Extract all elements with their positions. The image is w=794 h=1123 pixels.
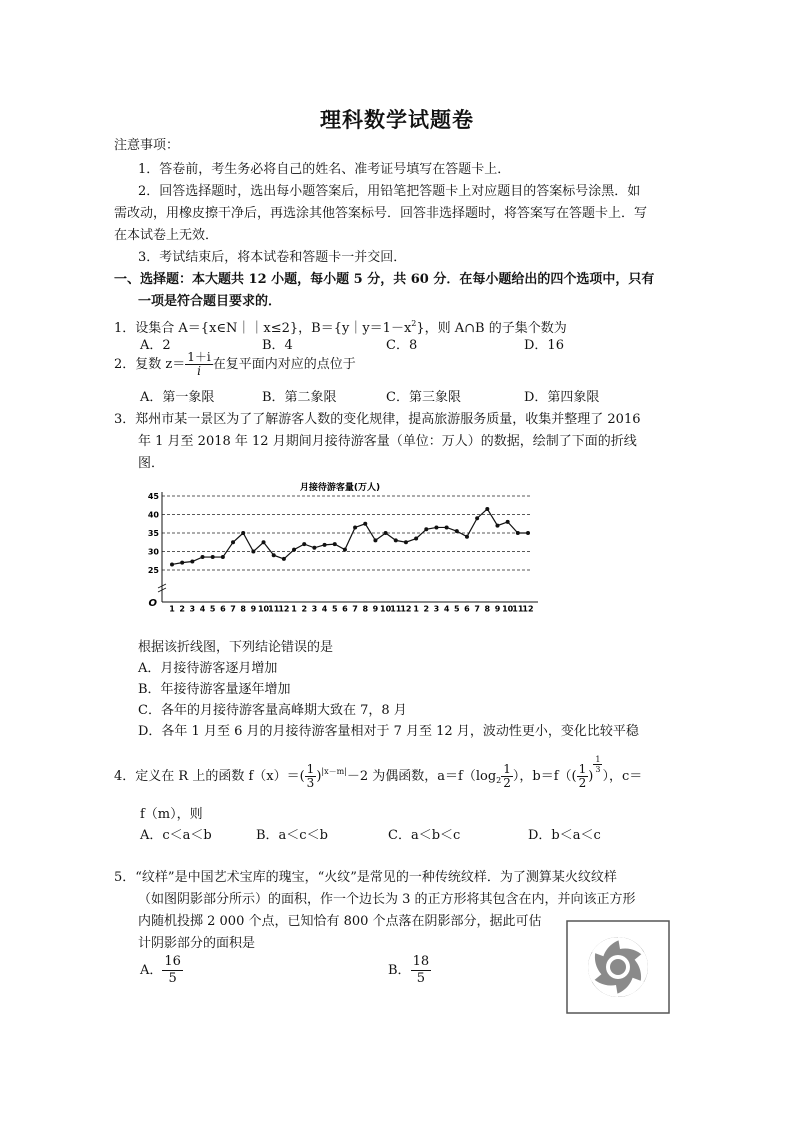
q5-option-b-frac <box>411 954 432 987</box>
data-point <box>526 531 530 535</box>
q2-option-d: D．第四象限 <box>524 390 600 405</box>
question-3-line2: 年 1 月至 2018 年 12 月期间月接待游客量（单位：万人）的数据，绘制了下面的折线 <box>138 434 637 449</box>
q2-option-b: B．第二象限 <box>262 390 337 405</box>
series-line <box>172 509 528 565</box>
q4-frac-2-den: 2 <box>503 776 511 790</box>
q5-option-a-label: A． <box>140 963 163 978</box>
data-point <box>516 531 520 535</box>
data-point <box>190 559 194 563</box>
q2-option-a: A．第一象限 <box>140 390 215 405</box>
notice-item-2: 2．回答选择题时，选出每小题答案后，用铅笔把答题卡上对应题目的答案标号涂黑．如 <box>138 184 641 199</box>
x-tick-label: 4 <box>443 604 450 614</box>
q4-exponent: |x－m| <box>321 767 347 776</box>
q1-option-c: C．8 <box>386 338 418 353</box>
data-point <box>323 543 327 547</box>
notice-heading: 注意事项： <box>114 138 180 153</box>
q2-option-c: C．第三象限 <box>386 390 461 405</box>
x-tick-label: 8 <box>240 604 246 614</box>
x-tick-label: 10 <box>502 604 514 614</box>
x-tick-label: 7 <box>352 604 358 614</box>
x-tick-label: 9 <box>494 604 501 614</box>
x-tick-label: 5 <box>331 604 338 614</box>
q1-stem-sup: 2 <box>411 319 417 328</box>
section-heading-cont: 一项是符合题目要求的． <box>138 294 282 309</box>
x-tick-label: 9 <box>372 604 379 614</box>
visitor-line-chart <box>140 478 550 616</box>
y-tick-label: 25 <box>147 566 159 575</box>
q4-log-base: 2 <box>496 776 502 785</box>
notice-item-2-cont: 需改动，用橡皮擦干净后，再选涂其他答案标号．回答非选择题时，将答案写在答题卡上．写 <box>114 206 648 221</box>
question-4-line2: f（m），则 <box>140 807 203 822</box>
data-point <box>373 538 377 542</box>
origin-label: O <box>148 598 157 609</box>
q1-option-d: D．16 <box>524 338 564 353</box>
x-tick-label: 12 <box>522 604 534 614</box>
x-tick-label: 3 <box>189 604 196 614</box>
x-tick-label: 11 <box>268 604 280 614</box>
data-point <box>211 555 215 559</box>
q5-option-a-den: 5 <box>168 971 177 986</box>
question-5-line2: （如图阴影部分所示）的面积，作一个边长为 3 的正方形将其包含在内，并向该正方形 <box>138 892 636 907</box>
x-tick-label: 6 <box>220 604 226 614</box>
chart-series-line <box>172 509 528 565</box>
q5-option-a <box>140 952 183 990</box>
x-tick-label: 12 <box>278 604 290 614</box>
section-heading: 一、选择题：本大题共 12 小题，每小题 5 分，共 60 分．在每小题给出的四个选项中，只有 <box>114 272 655 287</box>
x-tick-label: 2 <box>301 604 308 614</box>
x-tick-label: 12 <box>400 604 412 614</box>
q5-option-b-label: B． <box>388 963 411 978</box>
data-point <box>241 531 245 535</box>
chart-points <box>170 507 530 567</box>
q4-stem-c: ），b＝f（( <box>512 769 577 784</box>
data-point <box>343 548 347 552</box>
data-point <box>333 542 337 546</box>
data-point <box>312 546 316 550</box>
data-point <box>495 524 499 528</box>
q5-option-b-num: 18 <box>412 954 430 969</box>
x-tick-label: 8 <box>484 604 491 614</box>
x-tick-label: 1 <box>413 604 419 614</box>
q4-frac-2 <box>501 763 513 790</box>
data-point <box>170 562 174 566</box>
q1-option-a: A．2 <box>140 338 171 353</box>
data-point <box>262 540 266 544</box>
data-point <box>353 525 357 529</box>
q2-frac-den: i <box>197 364 201 378</box>
data-point <box>475 516 479 520</box>
fire-pattern-figure <box>566 920 670 1014</box>
data-point <box>251 550 255 554</box>
data-point <box>363 522 367 526</box>
q4-exp-frac-num: 1 <box>595 755 601 764</box>
q4-frac-1 <box>305 763 317 790</box>
data-point <box>455 529 459 533</box>
x-tick-label: 8 <box>362 604 369 614</box>
q5-option-a-num: 16 <box>164 954 181 969</box>
q1-option-b: B．4 <box>262 338 293 353</box>
question-3-line3: 图． <box>138 456 165 471</box>
x-tick-label: 6 <box>464 604 470 614</box>
data-point <box>302 542 306 546</box>
question-4-stem: 4．定义在 R 上的函数 f（x）＝( $\frac{1}{3}$ )$^{|x-m|}$－2 为偶函数，$a=f(\log_2$ $\frac{1}{2}$ ），b＝f（( $\frac{1}{2}$ ) $\frac{1}{3}$ ），c＝ <box>114 755 643 790</box>
chart-title: 月接待游客量(万人) <box>299 483 381 493</box>
q4-frac-1-num: 1 <box>306 762 315 776</box>
question-3-prompt: 根据该折线图，下列结论错误的是 <box>138 640 334 655</box>
data-point <box>272 553 276 557</box>
page-title: 理科数学试题卷 <box>320 107 474 132</box>
data-point <box>434 525 438 529</box>
q4-option-b: B．a＜c＜b <box>256 828 328 843</box>
x-tick-label: 11 <box>390 604 402 614</box>
data-point <box>394 538 398 542</box>
x-tick-label: 7 <box>474 604 480 614</box>
q5-option-b-den: 5 <box>416 971 425 986</box>
question-5-line3: 内随机投掷 2 000 个点，已知恰有 800 个点落在阴影部分，据此可估 <box>138 914 542 929</box>
x-tick-label: 10 <box>380 604 392 614</box>
data-point <box>506 520 510 524</box>
q3-option-a: A．月接待游客逐月增加 <box>138 661 278 676</box>
q2-fraction <box>185 351 212 378</box>
x-tick-label: 1 <box>169 604 175 614</box>
notice-item-2-cont2: 在本试卷上无效． <box>114 228 219 243</box>
q4-frac-1-den: 3 <box>306 776 315 790</box>
x-tick-label: 4 <box>321 604 328 614</box>
q4-frac-3 <box>577 763 589 790</box>
y-tick-label: 35 <box>147 529 159 538</box>
data-point <box>404 540 408 544</box>
chart-grid <box>162 496 532 570</box>
q4-frac-3-den: 2 <box>578 776 587 790</box>
x-tick-label: 4 <box>199 604 206 614</box>
q4-frac-2-num: 1 <box>503 762 511 776</box>
x-tick-label: 9 <box>250 604 257 614</box>
question-5-line4: 计阴影部分的面积是 <box>138 936 256 951</box>
x-tick-label: 11 <box>512 604 524 614</box>
y-tick-label: 45 <box>147 492 159 501</box>
chart-axes <box>158 492 538 602</box>
q4-frac-3-num: 1 <box>578 762 587 776</box>
question-1-stem <box>114 314 567 339</box>
q4-stem-a: 4．定义在 R 上的函数 f（x）＝( <box>114 769 305 784</box>
q4-option-a: A．c＜a＜b <box>140 828 212 843</box>
data-point <box>231 540 235 544</box>
q3-option-c: C．各年的月接待游客量高峰期大致在 7，8 月 <box>138 703 407 718</box>
data-point <box>465 535 469 539</box>
data-point <box>282 557 286 561</box>
data-point <box>292 548 296 552</box>
question-2-stem <box>114 350 356 380</box>
question-3-line1: 3．郑州市某一景区为了了解游客人数的变化规律，提高旅游服务质量，收集并整理了 2016 <box>114 412 641 427</box>
data-point <box>424 527 428 531</box>
x-tick-label: 1 <box>291 604 297 614</box>
x-tick-label: 3 <box>311 604 318 614</box>
q4-option-c: C．a＜b＜c <box>388 828 461 843</box>
y-tick-label: 30 <box>147 547 159 557</box>
y-tick-label: 40 <box>147 510 159 520</box>
q2-stem-b: 在复平面内对应的点位于 <box>212 357 356 372</box>
data-point <box>445 525 449 529</box>
q5-option-b <box>388 952 431 990</box>
data-point <box>221 555 225 559</box>
q2-frac-num: 1＋i <box>187 350 211 364</box>
q4-stem-d: ），c＝ <box>602 769 643 784</box>
x-tick-label: 5 <box>209 604 216 614</box>
data-point <box>414 537 418 541</box>
notice-item-1: 1．答卷前，考生务必将自己的姓名、准考证号填写在答题卡上． <box>138 162 511 177</box>
x-tick-label: 5 <box>454 604 460 614</box>
x-tick-label: 2 <box>423 604 430 614</box>
data-point <box>485 507 489 511</box>
q4-stem-b: －2 为偶函数，a＝f（log <box>346 769 497 784</box>
x-tick-label: 6 <box>342 604 348 614</box>
x-tick-label: 10 <box>257 604 270 614</box>
q4-exp-frac-den: 3 <box>595 765 601 774</box>
q3-option-d: D．各年 1 月至 6 月的月接待游客量相对于 7 月至 12 月，波动性更小，变化比较平稳 <box>138 724 639 739</box>
data-point <box>180 561 184 565</box>
q2-stem-a: 2．复数 z＝ <box>114 357 186 372</box>
q1-stem-a: 1．设集合 A＝{x∈N｜｜x≤2}，B＝{y｜y＝1－x <box>114 321 412 336</box>
data-point <box>384 531 388 535</box>
data-point <box>201 555 205 559</box>
question-5-line1: 5．“纹样”是中国艺术宝库的瑰宝，“火纹”是常见的一种传统纹样．为了测算某火纹纹样 <box>114 870 617 885</box>
x-tick-label: 2 <box>179 604 185 614</box>
x-tick-label: 7 <box>230 604 236 614</box>
q4-option-d: D．b＜a＜c <box>528 828 601 843</box>
q1-stem-b: }，则 A∩B 的子集个数为 <box>416 321 567 336</box>
x-tick-label: 3 <box>433 604 440 614</box>
q5-option-a-frac <box>162 954 183 987</box>
q3-option-b: B．年接待游客量逐年增加 <box>138 682 291 697</box>
notice-item-3: 3．考试结束后，将本试卷和答题卡一并交回． <box>138 250 407 265</box>
